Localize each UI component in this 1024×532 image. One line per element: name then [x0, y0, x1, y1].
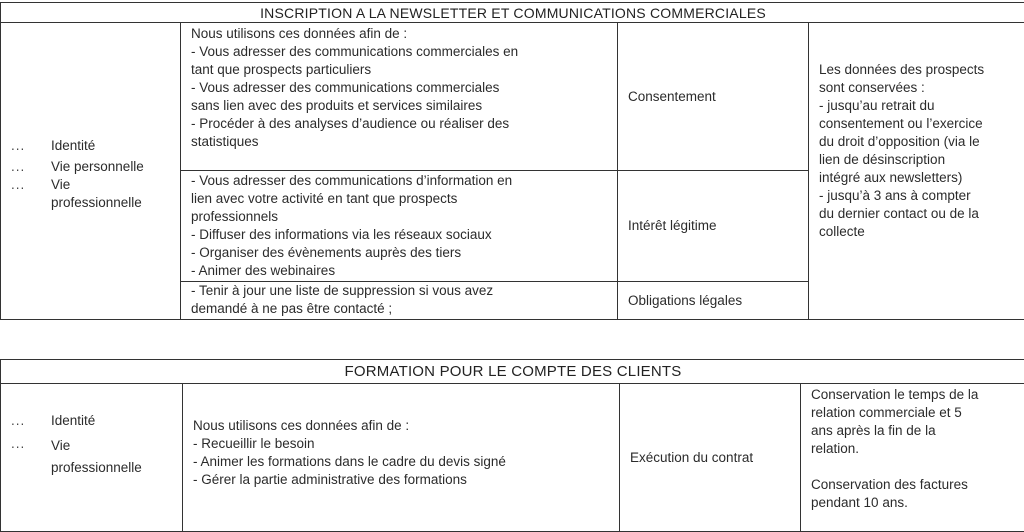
- section-title: INSCRIPTION A LA NEWSLETTER ET COMMUNICATIONS COMMERCIALES: [1, 3, 1024, 23]
- purposes-cell: Nous utilisons ces données afin de : - Vous adresser des communications commerciales en tant que prospects particuliers - Vous adresser des communications commerciales sans lien avec des produits et services similaires - Procéder à des analyses d’audience ou réaliser des statistiques: [181, 23, 618, 171]
- bullet: ...: [11, 137, 26, 153]
- purposes-cell: Nous utilisons ces données afin de : - Recueillir le besoin - Animer les formations dans le cadre du devis signé - Gérer la partie administrative des formations: [183, 384, 620, 532]
- legal-basis-cell: Consentement: [618, 23, 809, 171]
- purposes-cell: - Tenir à jour une liste de suppression si vous avez demandé à ne pas être contacté ;: [181, 282, 618, 320]
- section-title: FORMATION POUR LE COMPTE DES CLIENTS: [1, 360, 1024, 384]
- category-label: Identité: [51, 137, 96, 153]
- category-label: Identité: [51, 413, 96, 428]
- legal-basis-cell: Intérêt légitime: [618, 171, 809, 282]
- category-label: Vie professionnelle: [51, 176, 142, 210]
- retention-cell: [801, 384, 1024, 532]
- retention-cell: Les données des prospects sont conservées : - jusqu’au retrait du consentement ou l’exercice du droit d’opposition (via le lien de désinscription intégré aux newsletters) - jusqu’à 3 ans à compter du dernier contact ou de la collecte: [809, 23, 1024, 320]
- category-item: [11, 158, 170, 176]
- retention-text: Conservation des factures pendant 10 ans.: [811, 477, 968, 510]
- category-label: Vie professionnelle: [51, 438, 142, 475]
- training-table: [0, 359, 1024, 532]
- category-label: Vie personnelle: [51, 158, 144, 174]
- category-item: [11, 176, 170, 212]
- data-categories-cell: [1, 384, 183, 532]
- data-categories-cell: [1, 23, 181, 320]
- purposes-cell: - Vous adresser des communications d’information en lien avec votre activité en tant que prospects professionnels - Diffuser des informations via les réseaux sociaux - Organiser des évènements auprès des tiers - Animer des webinaires: [181, 171, 618, 282]
- retention-text: Conservation le temps de la relation commerciale et 5 ans après la fin de la relation.: [811, 387, 979, 456]
- bullet: ...: [11, 436, 26, 451]
- category-item: [11, 137, 170, 155]
- bullet: ...: [11, 413, 26, 428]
- bullet: ...: [11, 158, 26, 174]
- bullet: ...: [11, 176, 26, 192]
- newsletter-table: [0, 2, 1024, 320]
- legal-basis-cell: Exécution du contrat: [620, 384, 801, 532]
- legal-basis-cell: Obligations légales: [618, 282, 809, 320]
- category-item: [11, 412, 172, 430]
- category-item: [11, 435, 172, 479]
